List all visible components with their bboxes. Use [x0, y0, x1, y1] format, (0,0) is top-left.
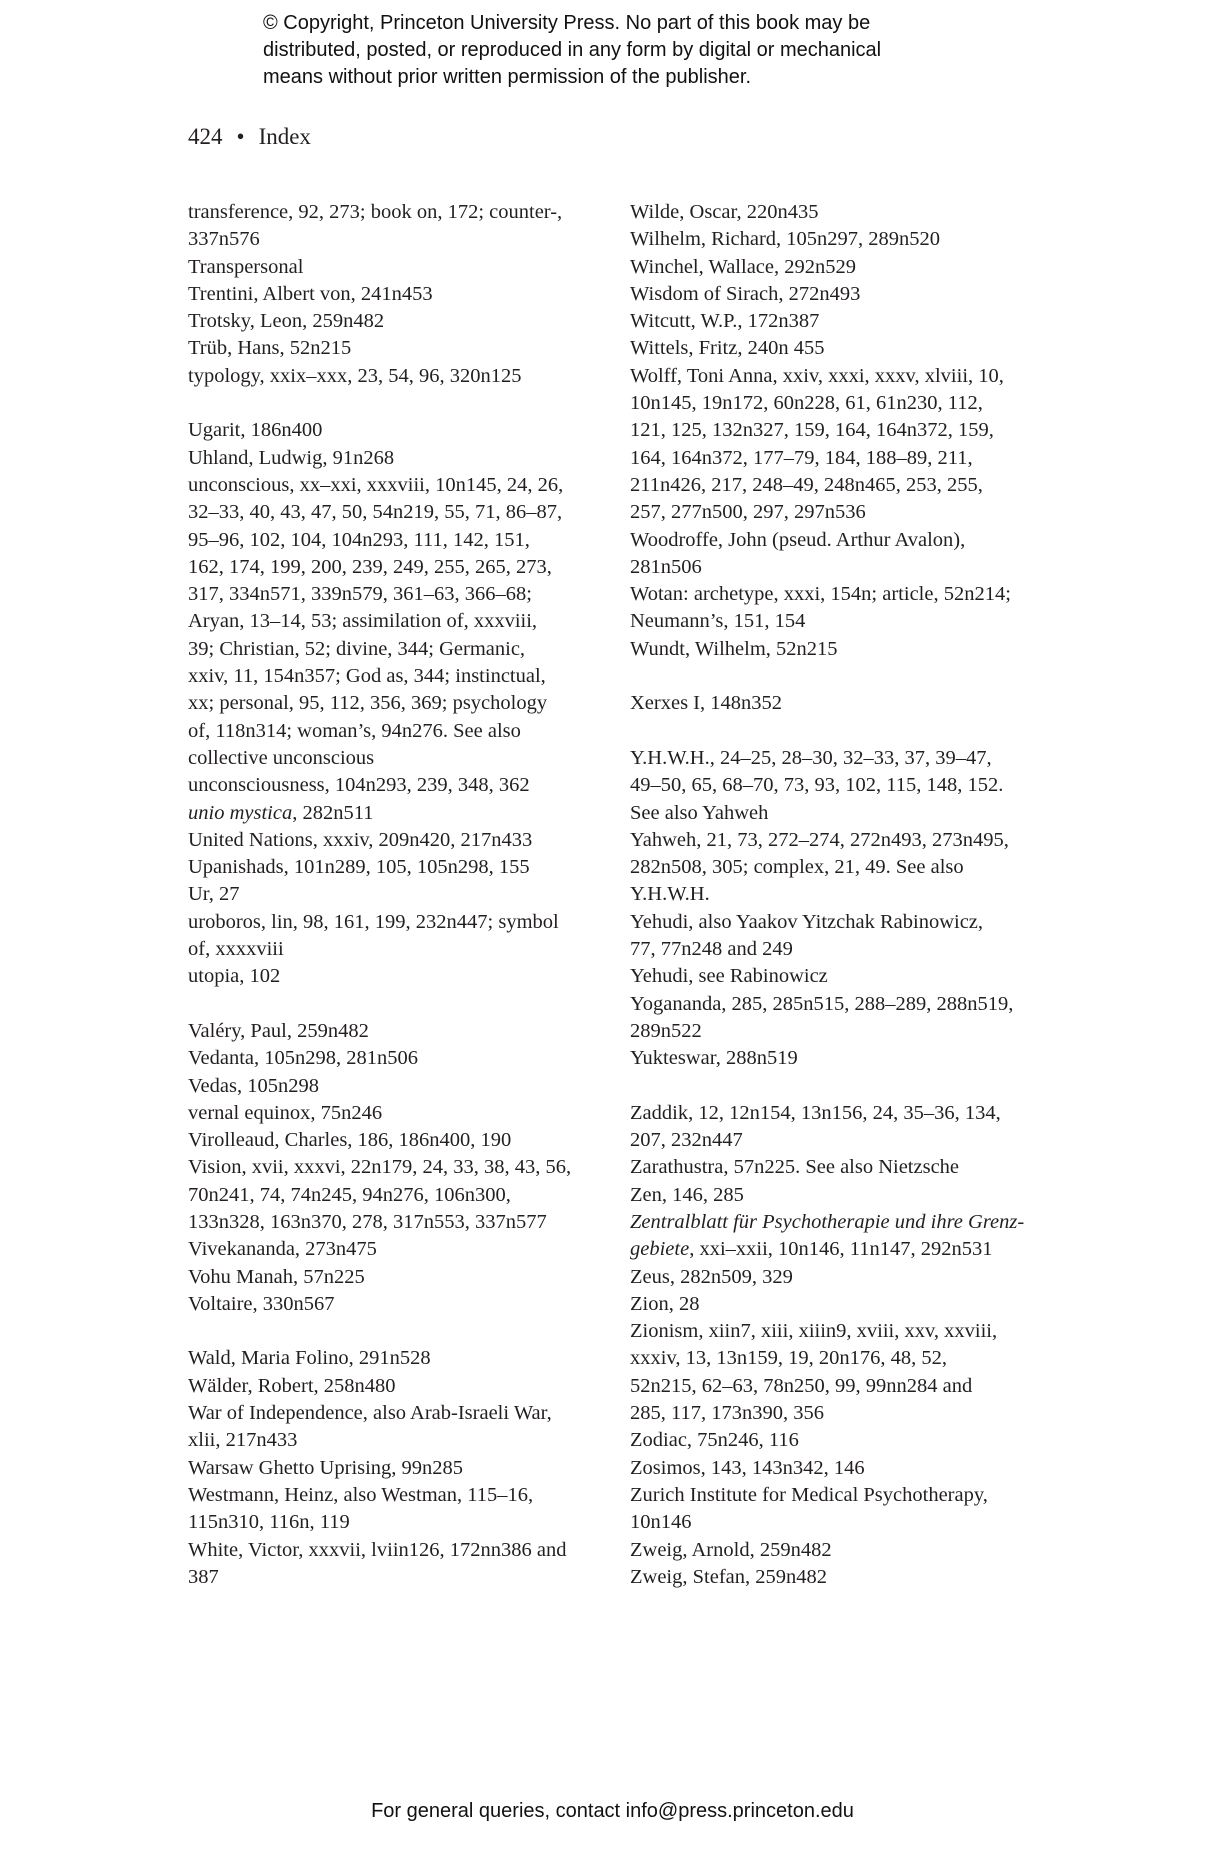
index-entry [630, 335, 1060, 362]
index-entry-line: 121, 125, 132n327, 159, 164, 164n372, 159, [630, 419, 994, 442]
index-entry-line: 162, 174, 199, 200, 239, 249, 255, 265, 273, [188, 555, 552, 578]
section-title: Index [258, 124, 311, 149]
index-entry-line: transference, 92, 273; book on, 172; counter-, [188, 201, 563, 223]
index-entry-line: 133n328, 163n370, 278, 317n553, 337n577 [188, 1210, 547, 1233]
letter-group-gap [188, 1318, 628, 1345]
index-entry [630, 745, 1060, 827]
index-entry [188, 800, 628, 827]
index-entry [188, 1537, 628, 1592]
index-entry-line: 52n215, 62–63, 78n250, 99, 99nn284 and [630, 1374, 973, 1397]
index-entry [188, 1455, 628, 1482]
index-entry [188, 772, 628, 799]
index-entry-line: 289n522 [630, 1019, 702, 1042]
index-entry-line: 211n426, 217, 248–49, 248n465, 253, 255, [630, 473, 983, 496]
index-entry-line: Zweig, Arnold, 259n482 [630, 1538, 832, 1561]
index-entry-line: Vivekananda, 273n475 [188, 1238, 377, 1261]
index-entry-line: Wolff, Toni Anna, xxiv, xxxi, xxxv, xlviii, 10, [630, 364, 1004, 387]
letter-group-gap [630, 1073, 1060, 1100]
index-entry-line: Wisdom of Sirach, 272n493 [630, 282, 861, 305]
copyright-line: © Copyright, Princeton University Press. No part of this book may be [263, 12, 871, 34]
index-entry-line: of, xxxxviii [188, 938, 284, 961]
index-entry [630, 1100, 1060, 1155]
index-locators: , xxi–xxii, 10n146, 11n147, 292n531 [689, 1238, 993, 1261]
index-entry-line: Voltaire, 330n567 [188, 1292, 335, 1315]
index-entry-line: Zion, 28 [630, 1292, 700, 1315]
index-entry-line: unconscious, xx–xxi, xxxviii, 10n145, 24, 26, [188, 473, 564, 496]
index-entry [630, 254, 1060, 281]
index-entry [188, 1045, 628, 1072]
index-entry-line: Trüb, Hans, 52n215 [188, 337, 352, 360]
index-column-left [188, 199, 628, 1591]
index-entry [188, 1482, 628, 1537]
index-entry-line: Zionism, xiin7, xiii, xiiin9, xviii, xxv, xxviii, [630, 1320, 998, 1343]
index-entry-line: Ugarit, 186n400 [188, 419, 323, 442]
index-entry-line: Wundt, Wilhelm, 52n215 [630, 637, 838, 660]
index-entry-line: Uhland, Ludwig, 91n268 [188, 446, 395, 469]
index-entry-line: 285, 117, 173n390, 356 [630, 1402, 824, 1425]
index-entry-line: Yehudi, also Yaakov Yitzchak Rabinowicz, [630, 910, 984, 933]
index-entry-line: of, 118n314; woman’s, 94n276. See also [188, 719, 521, 742]
index-entry [188, 1264, 628, 1291]
index-entry-line: Wilde, Oscar, 220n435 [630, 201, 819, 223]
index-entry-line: Wald, Maria Folino, 291n528 [188, 1347, 431, 1370]
index-entry [188, 1127, 628, 1154]
index-entry [630, 1045, 1060, 1072]
index-entry-line: Wilhelm, Richard, 105n297, 289n520 [630, 228, 941, 251]
index-entry [630, 1318, 1060, 1427]
index-entry-line: 337n576 [188, 228, 260, 251]
copyright-line: means without prior written permission of the publisher. [263, 66, 752, 88]
index-entry-line: Zaddik, 12, 12n154, 13n156, 24, 35–36, 134, [630, 1101, 1001, 1124]
index-entry [630, 1427, 1060, 1454]
index-entry [630, 581, 1060, 636]
index-entry-line: 10n145, 19n172, 60n228, 61, 61n230, 112, [630, 392, 983, 415]
index-entry [630, 827, 1060, 909]
index-entry [630, 1455, 1060, 1482]
index-entry-line [188, 800, 628, 827]
index-entry [188, 1373, 628, 1400]
letter-group-gap [630, 718, 1060, 745]
index-entry-line: See also Yahweh [630, 801, 769, 824]
index-entry [188, 1018, 628, 1045]
index-entry [630, 527, 1060, 582]
index-entry [188, 1073, 628, 1100]
index-entry [630, 1537, 1060, 1564]
index-entry-line: Yogananda, 285, 285n515, 288–289, 288n519, [630, 992, 1014, 1015]
index-entry-line: Y.H.W.H., 24–25, 28–30, 32–33, 37, 39–47, [630, 746, 992, 769]
index-entry [630, 1564, 1060, 1591]
index-entry-line: 164, 164n372, 177–79, 184, 188–89, 211, [630, 446, 973, 469]
index-entry [188, 854, 628, 881]
index-column-right [630, 199, 1060, 1591]
index-entry [188, 254, 628, 281]
index-entry-line: Wälder, Robert, 258n480 [188, 1374, 396, 1397]
index-entry-line: 115n310, 116n, 119 [188, 1511, 350, 1534]
index-locators: , 282n511 [292, 801, 374, 824]
index-entry [188, 881, 628, 908]
index-entry [630, 308, 1060, 335]
index-entry [630, 1182, 1060, 1209]
index-entry-line: Witcutt, W.P., 172n387 [630, 310, 820, 333]
index-entry [188, 281, 628, 308]
index-entry [630, 909, 1060, 964]
index-entry-line [630, 1209, 1060, 1236]
index-entry-line: 207, 232n447 [630, 1129, 743, 1152]
index-entry-line: Westmann, Heinz, also Westman, 115–16, [188, 1483, 534, 1506]
index-entry-line: Vohu Manah, 57n225 [188, 1265, 365, 1288]
index-entry-line: Yehudi, see Rabinowicz [630, 965, 828, 988]
index-entry-line: Vedas, 105n298 [188, 1074, 319, 1097]
index-entry-line: Ur, 27 [188, 883, 240, 906]
italic-term: Zentralblatt für Psychotherapie und ihre Grenz- [630, 1210, 1025, 1233]
index-entry-line: Y.H.W.H. [630, 883, 710, 906]
index-entry-line: Zosimos, 143, 143n342, 146 [630, 1456, 865, 1479]
index-entry [188, 363, 628, 390]
index-entry [188, 1400, 628, 1455]
index-entry [630, 636, 1060, 663]
running-head [188, 124, 311, 150]
index-entry-line: Zodiac, 75n246, 116 [630, 1429, 799, 1452]
index-entry-line: War of Independence, also Arab-Israeli War, [188, 1402, 552, 1425]
index-entry [630, 199, 1060, 226]
index-entry-line: Wittels, Fritz, 240n 455 [630, 337, 825, 360]
index-entry-line: Xerxes I, 148n352 [630, 692, 783, 715]
index-entry-line: Vision, xvii, xxxvi, 22n179, 24, 33, 38, 43, 56, [188, 1156, 572, 1179]
index-entry-line: 39; Christian, 52; divine, 344; Germanic, [188, 637, 526, 660]
index-entry-line: 77, 77n248 and 249 [630, 938, 793, 961]
index-entry-line: Zurich Institute for Medical Psychotherapy, [630, 1483, 988, 1506]
index-entry-line: Wotan: archetype, xxxi, 154n; article, 52n214; [630, 583, 1011, 606]
index-entry-line: Zeus, 282n509, 329 [630, 1265, 793, 1288]
index-entry [630, 991, 1060, 1046]
index-entry [630, 1209, 1060, 1264]
index-entry-line: Aryan, 13–14, 53; assimilation of, xxxviii, [188, 610, 538, 633]
index-entry [630, 363, 1060, 527]
index-entry [188, 1291, 628, 1318]
index-entry [630, 690, 1060, 717]
index-entry [188, 827, 628, 854]
index-entry [188, 199, 628, 254]
index-entry [188, 1345, 628, 1372]
index-entry [630, 1291, 1060, 1318]
index-entry [630, 226, 1060, 253]
index-entry-line: 281n506 [630, 555, 702, 578]
index-entry [630, 1264, 1060, 1291]
index-entry-line: Neumann’s, 151, 154 [630, 610, 806, 633]
index-entry-line: 10n146 [630, 1511, 692, 1534]
index-entry-line: uroboros, lin, 98, 161, 199, 232n447; symbol [188, 910, 559, 933]
index-entry-line: 387 [188, 1565, 219, 1588]
index-entry [630, 963, 1060, 990]
index-entry-line: 95–96, 102, 104, 104n293, 111, 142, 151, [188, 528, 530, 551]
bullet-separator: • [236, 124, 245, 149]
index-entry-line: Trentini, Albert von, 241n453 [188, 282, 433, 305]
index-entry-line: 257, 277n500, 297, 297n536 [630, 501, 866, 524]
index-entry [188, 335, 628, 362]
index-entry-line: typology, xxix–xxx, 23, 54, 96, 320n125 [188, 364, 522, 387]
index-entry-line: Vedanta, 105n298, 281n506 [188, 1047, 419, 1070]
index-entry-line: 317, 334n571, 339n579, 361–63, 366–68; [188, 583, 532, 606]
letter-group-gap [188, 390, 628, 417]
index-entry-line: xlii, 217n433 [188, 1429, 298, 1452]
index-entry [188, 308, 628, 335]
index-entry-line: xxxiv, 13, 13n159, 19, 20n176, 48, 52, [630, 1347, 947, 1370]
index-entry [188, 1100, 628, 1127]
index-entry [188, 445, 628, 472]
index-entry-line: Transpersonal [188, 255, 304, 278]
index-entry [630, 1154, 1060, 1181]
index-entry-line: 70n241, 74, 74n245, 94n276, 106n300, [188, 1183, 511, 1206]
italic-term: unio mystica [188, 801, 293, 824]
index-entry-line: Yahweh, 21, 73, 272–274, 272n493, 273n495, [630, 828, 1009, 851]
index-entry-line: vernal equinox, 75n246 [188, 1101, 383, 1124]
index-entry [188, 472, 628, 772]
index-entry-line: 282n508, 305; complex, 21, 49. See also [630, 856, 964, 879]
index-entry-line: White, Victor, xxxvii, lviin126, 172nn386 and [188, 1538, 567, 1561]
index-entry [188, 963, 628, 990]
italic-term: gebiete [630, 1238, 690, 1261]
index-entry-line: xx; personal, 95, 112, 356, 369; psychology [188, 692, 548, 715]
index-entry-line: Woodroffe, John (pseud. Arthur Avalon), [630, 528, 966, 551]
index-entry-line: Valéry, Paul, 259n482 [188, 1019, 369, 1042]
index-entry-line: Upanishads, 101n289, 105, 105n298, 155 [188, 856, 530, 879]
index-entry-line: Winchel, Wallace, 292n529 [630, 255, 856, 278]
index-entry-line: Zarathustra, 57n225. See also Nietzsche [630, 1156, 960, 1179]
index-entry [188, 417, 628, 444]
index-entry-line: Zen, 146, 285 [630, 1183, 744, 1206]
copyright-notice [263, 10, 1023, 91]
index-entry-line: Zweig, Stefan, 259n482 [630, 1565, 827, 1588]
index-entry-line: xxiv, 11, 154n357; God as, 344; instinctual, [188, 665, 546, 688]
copyright-line: distributed, posted, or reproduced in any form by digital or mechanical [263, 39, 882, 61]
index-entry-line: 32–33, 40, 43, 47, 50, 54n219, 55, 71, 86–87, [188, 501, 563, 524]
index-entry-line: Virolleaud, Charles, 186, 186n400, 190 [188, 1129, 512, 1152]
index-entry-line: Yukteswar, 288n519 [630, 1047, 798, 1070]
page-number: 424 [188, 124, 223, 149]
index-entry-line: Warsaw Ghetto Uprising, 99n285 [188, 1456, 464, 1479]
index-entry [630, 281, 1060, 308]
footer-contact: For general queries, contact info@press.princeton.edu [371, 1800, 854, 1822]
index-entry [188, 1154, 628, 1236]
letter-group-gap [188, 991, 628, 1018]
index-entry-line: 49–50, 65, 68–70, 73, 93, 102, 115, 148, 152. [630, 774, 1004, 797]
index-entry-line: United Nations, xxxiv, 209n420, 217n433 [188, 828, 533, 851]
index-entry-line: collective unconscious [188, 746, 375, 769]
index-entry-line: unconsciousness, 104n293, 239, 348, 362 [188, 774, 530, 797]
index-entry [188, 909, 628, 964]
index-entry [630, 1482, 1060, 1537]
index-entry [188, 1236, 628, 1263]
letter-group-gap [630, 663, 1060, 690]
index-entry-line: utopia, 102 [188, 965, 281, 988]
index-entry-line: Trotsky, Leon, 259n482 [188, 310, 385, 333]
index-entry-line [630, 1236, 1060, 1263]
